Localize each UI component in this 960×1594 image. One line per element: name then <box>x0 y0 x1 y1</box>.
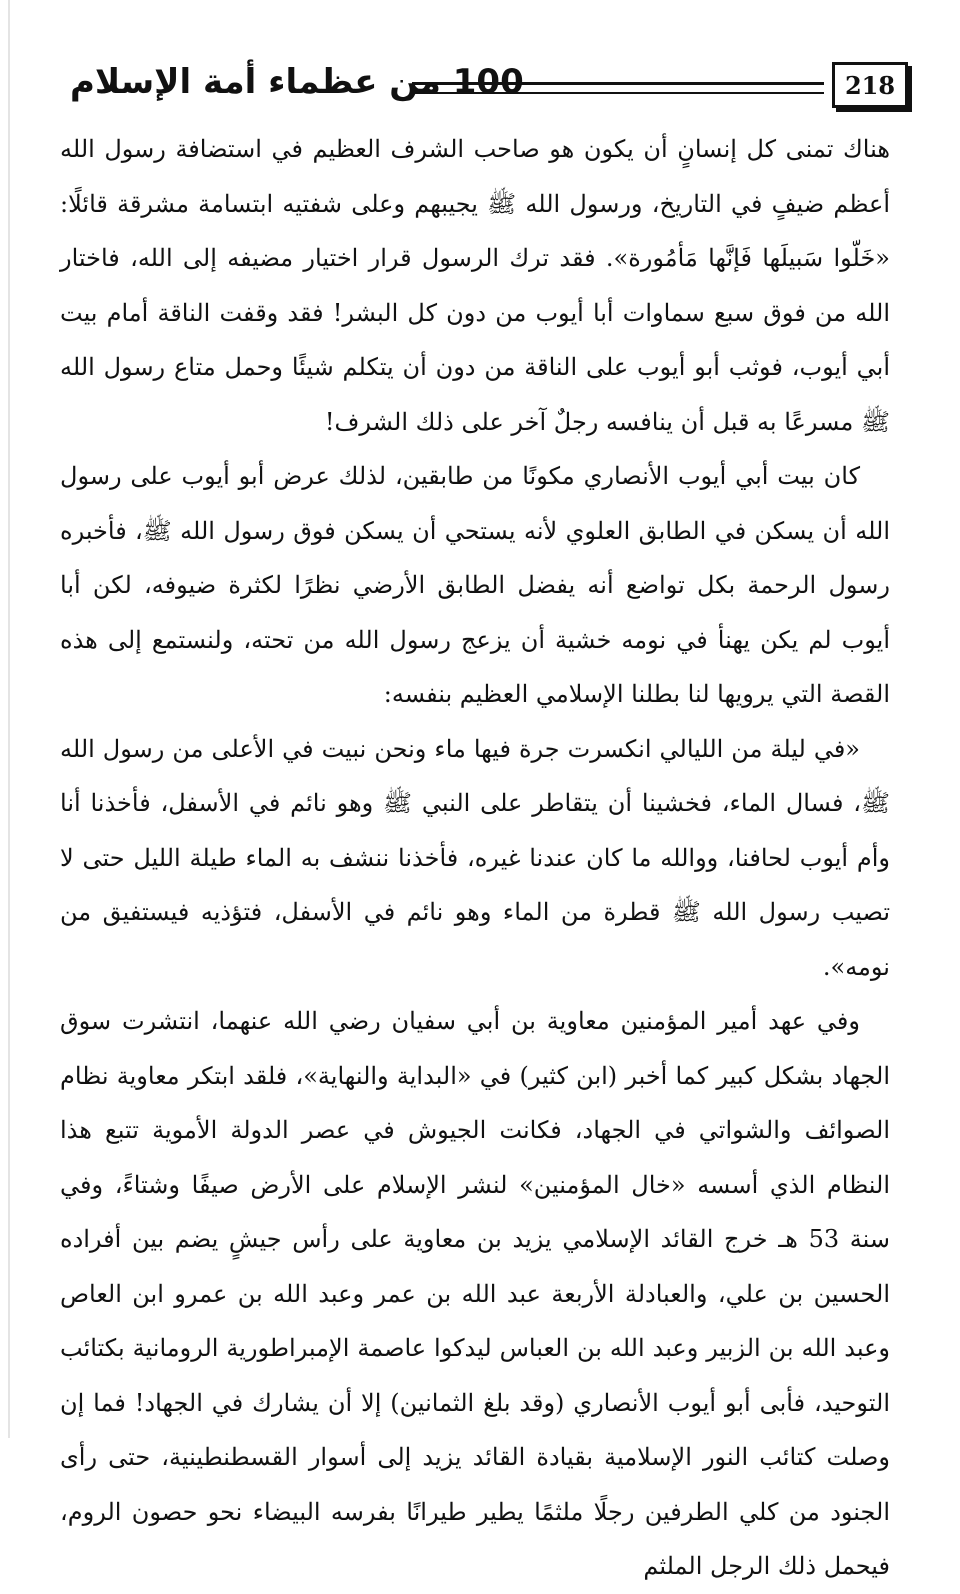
paragraph-1: هناك تمنى كل إنسانٍ أن يكون هو صاحب الشرف العظيم في استضافة رسول الله أعظم ضيفٍ في التاريخ، ورسول الله ﷺ يجيبهم وعلى شفتيه ابتسامة مشرقة قائلًا: «خَلّوا سَبيلَها فَإنَّها مَأمُورة». فقد ترك الرسول قرار اختيار مضيفه إلى الله، فاختار الله من فوق سبع سماوات أبا أيوب من دون كل البشر! فقد وقفت الناقة أمام بيت أبي أيوب، فوثب أبو أيوب على الناقة من دون أن يتكلم شيئًا وحمل متاع رسول الله ﷺ مسرعًا به قبل أن ينافسه رجلٌ آخر على ذلك الشرف! <box>60 135 890 436</box>
paragraph-3-quote: «في ليلة من الليالي انكسرت جرة فيها ماء ونحن نبيت في الأعلى من رسول الله ﷺ، فسال الماء، فخشينا أن يتقاطر على النبي ﷺ وهو نائم في الأسفل، فأخذنا أنا وأم أيوب لحافنا، ووالله ما كان عندنا غيره، فأخذنا ننشف به الماء طيلة الليل حتى لا تصيب رسول الله ﷺ قطرة من الماء وهو نائم في الأسفل، فتؤذيه فيستفيق من نومه». <box>60 734 890 981</box>
paragraph-4: وفي عهد أمير المؤمنين معاوية بن أبي سفيان رضي الله عنهما، انتشرت سوق الجهاد بشكل كبير كما أخبر (ابن كثير) في «البداية والنهاية»، فلقد ابتكر معاوية نظام الصوائف والشواتي في الجهاد، فكانت الجيوش في عصر الدولة الأموية تتبع هذا النظام الذي أسسه «خال المؤمنين» لنشر الإسلام على الأرض صيفًا وشتاءً، وفي سنة 53 هـ خرج القائد الإسلامي يزيد بن معاوية على رأس جيشٍ يضم بين أفراده الحسين بن علي، والعبادلة الأربعة عبد الله بن عمر وعبد الله بن عمرو ابن العاص وعبد الله بن الزبير وعبد الله بن العباس ليدكوا عاصمة الإمبراطورية الرومانية بكتائب التوحيد، فأبى أبو أيوب الأنصاري (وقد بلغ الثمانين) إلا أن يشارك في الجهاد! فما إن وصلت كتائب النور الإسلامية بقيادة القائد يزيد إلى أسوار القسطنطينية، حتى رأى الجنود من كلي الطرفين رجلًا ملثمًا يطير طيرانًا بفرسه البيضاء نحو حصون الروم، فيحمل ذلك الرجل الملثم <box>60 1007 890 1580</box>
page-header <box>60 52 908 118</box>
paragraph-2: كان بيت أبي أيوب الأنصاري مكونًا من طابقين، لذلك عرض أبو أيوب على رسول الله أن يسكن في الطابق العلوي لأنه يستحي أن يسكن فوق رسول الله ﷺ، فأخبره رسول الرحمة بكل تواضع أنه يفضل الطابق الأرضي نظرًا لكثرة ضيوفه، لكن أبا أيوب لم يكن يهنأ في نومه خشية أن يزعج رسول الله من تحته، ولنستمع إلى هذه القصة التي يرويها لنا بطلنا الإسلامي العظيم بنفسه: <box>60 462 890 708</box>
page-number: 218 <box>832 62 908 108</box>
body-text <box>60 122 890 1594</box>
running-title: 100 من عظماء أمة الإسلام <box>70 62 524 102</box>
page-edge-shadow <box>8 0 10 1438</box>
